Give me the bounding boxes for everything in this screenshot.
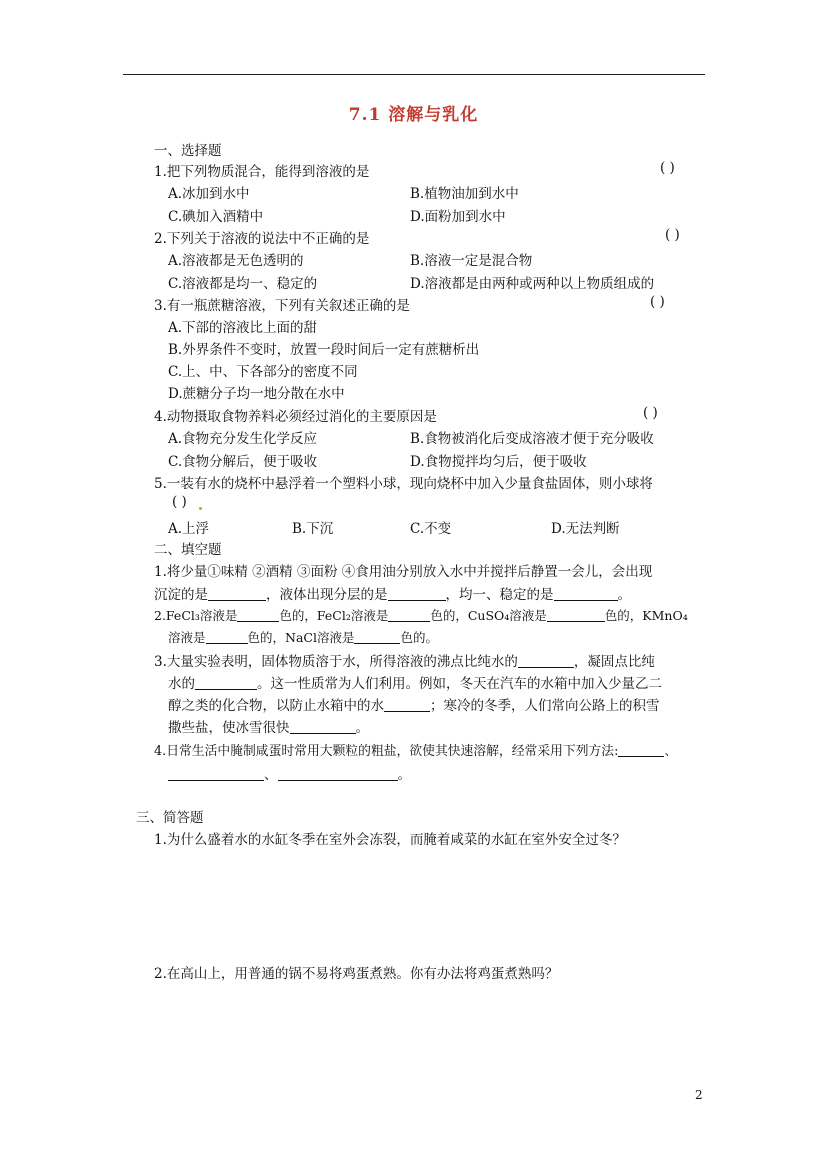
fill-q4-line2 [168, 763, 411, 783]
fill-q4-blank-2[interactable] [168, 766, 264, 781]
fill-q1-text-d: 。 [617, 587, 631, 603]
fill-q3-blank-1[interactable] [518, 653, 574, 668]
choice-q4-option-c: C.食物分解后，便于吸收 [168, 454, 318, 470]
section-fill-heading: 二、填空题 [154, 542, 222, 558]
choice-q3-option-a: A.下部的溶液比上面的甜 [168, 320, 318, 336]
fill-q2-blank-4[interactable] [206, 629, 248, 644]
fill-q1-blank-3[interactable] [554, 586, 618, 601]
fill-q2-blank-2[interactable] [388, 607, 430, 622]
fill-q2-text-f: 色的，NaCl溶液是 [247, 630, 355, 645]
choice-q3-option-c: C.上、中、下各部分的密度不同 [168, 364, 358, 380]
fill-q3-text-b: ，凝固点比纯 [573, 654, 655, 670]
choice-q2-option-d: D.溶液都是由两种或两种以上物质组成的 [410, 276, 655, 292]
fill-q2-blank-5[interactable] [354, 629, 400, 644]
choice-q5-option-c: C.不变 [410, 521, 452, 537]
fill-q3-text-h: 。 [355, 720, 369, 736]
choice-q4-stem: 4.动物摄取食物养料必须经过消化的主要原因是 [154, 409, 437, 425]
fill-q2-text-b: 色的，FeCl₂溶液是 [279, 608, 389, 623]
fill-q3-line2 [168, 672, 662, 692]
fill-q3-text-a: 3.大量实验表明，固体物质溶于水，所得溶液的沸点比纯水的 [154, 654, 518, 670]
fill-q1-text-b: ，液体出现分层的是 [266, 587, 388, 603]
choice-q1-option-d: D.面粉加到水中 [410, 209, 506, 225]
fill-q3-text-e: 醇之类的化合物，以防止水箱中的水 [168, 698, 384, 714]
fill-q4-blank-3[interactable] [278, 766, 398, 781]
mark-dot [199, 507, 202, 510]
fill-q2-blank-1[interactable] [237, 607, 279, 622]
choice-q4-option-b: B.食物被消化后变成溶液才便于充分吸收 [410, 431, 654, 447]
fill-q3-blank-2[interactable] [195, 675, 257, 690]
fill-q3-text-d: 。这一性质常为人们利用。例如，冬天在汽车的水箱中加入少量乙二 [257, 676, 662, 692]
fill-q3-line3 [168, 694, 660, 714]
fill-q1-text-c: ，均一、稳定的是 [445, 587, 554, 603]
fill-q4-text-a: 4.日常生活中腌制咸蛋时常用大颗粒的粗盐，欲使其快速溶解，经常采用下列方法: [154, 744, 619, 759]
fill-q4-text-d: 。 [397, 767, 411, 783]
fill-q3-text-f: ；寒冷的冬季，人们常向公路上的积雪 [430, 698, 660, 714]
choice-q1-option-b: B.植物油加到水中 [410, 186, 519, 202]
fill-q3-blank-3[interactable] [384, 697, 430, 712]
choice-q2-option-c: C.溶液都是均一、稳定的 [168, 276, 318, 292]
choice-q3-option-b: B.外界条件不变时，放置一段时间后一定有蔗糖析出 [168, 342, 480, 358]
fill-q3-text-c: 水的 [168, 676, 195, 692]
choice-q4-option-d: D.食物搅拌均匀后，便于吸收 [410, 454, 587, 470]
choice-q5-stem: 5.一装有水的烧杯中悬浮着一个塑料小球，现向烧杯中加入少量食盐固体，则小球将 [154, 476, 653, 492]
choice-q5-option-a: A.上浮 [168, 521, 210, 537]
choice-q1-answer-paren: ( ) [660, 160, 675, 176]
fill-q2-text-d: 色的，KMnO₄ [604, 608, 688, 623]
choice-q4-option-a: A.食物充分发生化学反应 [168, 431, 318, 447]
fill-q2-line1 [154, 606, 688, 624]
header-rule [123, 74, 705, 75]
page-title: 7.1 溶解与乳化 [348, 105, 479, 125]
choice-q1-option-a: A.冰加到水中 [168, 186, 250, 202]
fill-q2-text-a: 2.FeCl₃溶液是 [154, 608, 238, 623]
short-q2: 2.在高山上，用普通的锅不易将鸡蛋煮熟。你有办法将鸡蛋煮熟吗？ [154, 966, 559, 982]
fill-q3-text-g: 撒些盐，使冰雪很快 [168, 720, 290, 736]
fill-q4-text-b: 、 [664, 744, 678, 759]
fill-q2-blank-3[interactable] [547, 607, 605, 622]
fill-q3-line4 [168, 716, 369, 736]
page-number: 2 [695, 1088, 703, 1102]
choice-q1-stem: 1.把下列物质混合，能得到溶液的是 [154, 164, 370, 180]
fill-q1-line1: 1.将少量①味精 ②酒精 ③面粉 ④食用油分别放入水中并搅拌后静置一会儿，会出现 [154, 564, 653, 580]
short-q1: 1.为什么盛着水的水缸冬季在室外会冻裂，而腌着咸菜的水缸在室外安全过冬？ [154, 832, 626, 848]
fill-q1-line2 [154, 583, 631, 603]
choice-q3-stem: 3.有一瓶蔗糖溶液，下列有关叙述正确的是 [154, 298, 410, 314]
choice-q2-option-b: B.溶液一定是混合物 [410, 253, 533, 269]
choice-q5-answer-paren: ( ) [172, 494, 187, 510]
fill-q1-blank-1[interactable] [208, 586, 266, 601]
choice-q2-answer-paren: ( ) [665, 227, 680, 243]
fill-q2-line2 [168, 628, 438, 646]
fill-q3-blank-4[interactable] [290, 719, 356, 734]
fill-q4-text-c: 、 [264, 767, 278, 783]
section-choice-heading: 一、选择题 [154, 143, 222, 159]
fill-q1-text-a: 沉淀的是 [154, 587, 208, 603]
fill-q2-text-g: 色的。 [400, 630, 438, 645]
fill-q3-line1 [154, 650, 655, 670]
choice-q3-answer-paren: ( ) [650, 294, 665, 310]
fill-q2-text-c: 色的，CuSO₄溶液是 [430, 608, 547, 623]
choice-q2-option-a: A.溶液都是无色透明的 [168, 253, 304, 269]
fill-q4-blank-1[interactable] [618, 742, 664, 757]
fill-q2-text-e: 溶液是 [168, 630, 206, 645]
section-short-heading: 三、简答题 [136, 810, 204, 826]
choice-q1-option-c: C.碘加入酒精中 [168, 209, 264, 225]
choice-q5-option-d: D.无法判断 [551, 521, 620, 537]
choice-q2-stem: 2.下列关于溶液的说法中不正确的是 [154, 231, 370, 247]
fill-q4-line1 [154, 740, 677, 759]
choice-q3-option-d: D.蔗糖分子均一地分散在水中 [168, 386, 345, 402]
choice-q4-answer-paren: ( ) [643, 405, 658, 421]
choice-q5-option-b: B.下沉 [292, 521, 334, 537]
fill-q1-blank-2[interactable] [388, 586, 446, 601]
